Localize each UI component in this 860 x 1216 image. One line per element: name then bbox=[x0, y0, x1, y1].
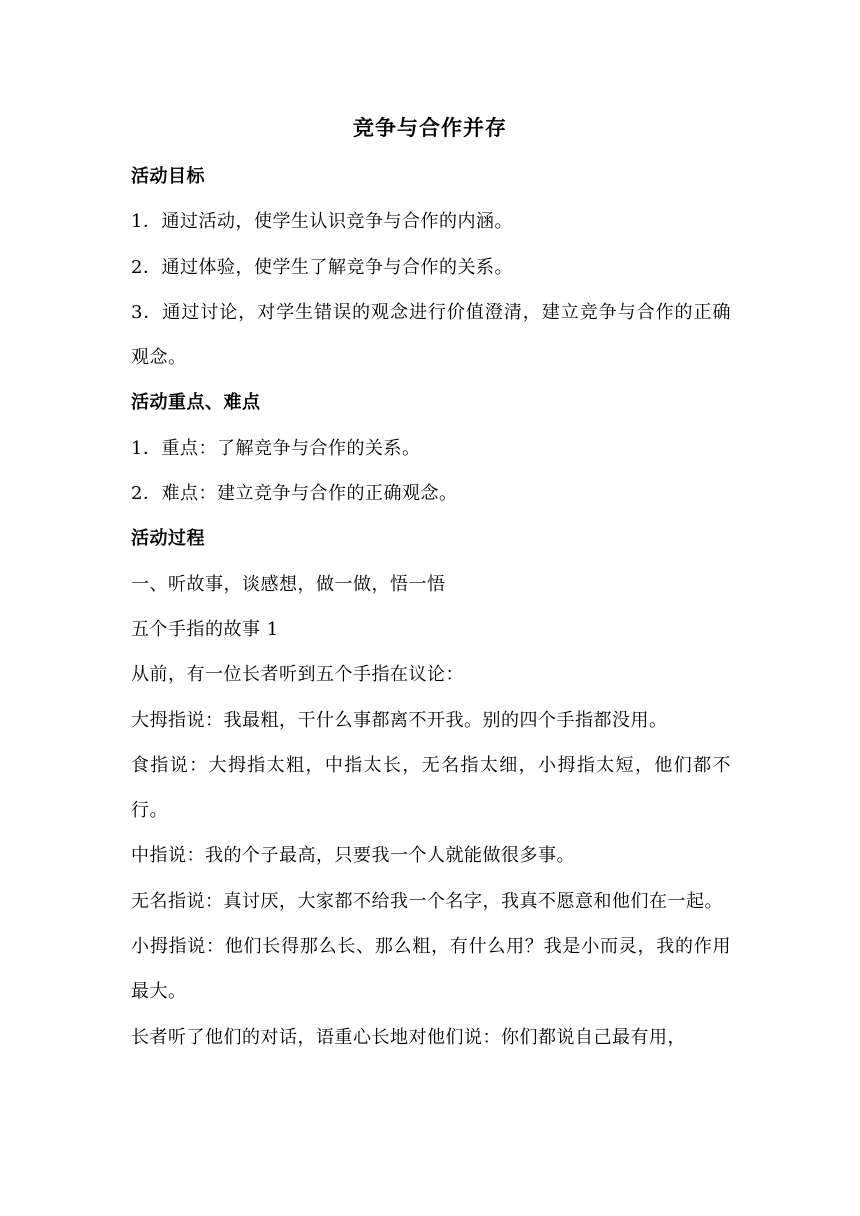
paragraph: 小拇指说：他们长得那么长、那么粗，有什么用？我是小而灵，我的作用最大。 bbox=[131, 936, 731, 1003]
paragraph: 2．难点：建立竞争与合作的正确观念。 bbox=[131, 483, 458, 505]
document-body bbox=[131, 154, 731, 1060]
document-title: 竞争与合作并存 bbox=[353, 115, 507, 140]
paragraph: 大拇指说：我最粗，干什么事都离不开我。别的四个手指都没用。 bbox=[131, 709, 668, 731]
section-heading-goals: 活动目标 bbox=[131, 166, 205, 187]
paragraph: 中指说：我的个子最高，只要我一个人就能做很多事。 bbox=[131, 845, 575, 867]
section-heading-process: 活动过程 bbox=[131, 528, 205, 550]
paragraph: 五个手指的故事 1 bbox=[131, 618, 279, 640]
paragraph: 从前，有一位长者听到五个手指在议论： bbox=[131, 664, 464, 686]
paragraph: 一、听故事，谈感想，做一做，悟一悟 bbox=[131, 573, 446, 595]
paragraph: 1．重点：了解竞争与合作的关系。 bbox=[131, 437, 421, 459]
paragraph: 1．通过活动，使学生认识竞争与合作的内涵。 bbox=[131, 211, 513, 233]
paragraph: 食指说：大拇指太粗，中指太长，无名指太细，小拇指太短，他们都不行。 bbox=[131, 754, 731, 822]
paragraph: 长者听了他们的对话，语重心长地对他们说：你们都说自己最有用， bbox=[131, 1026, 686, 1048]
section-heading-key-points: 活动重点、难点 bbox=[131, 392, 261, 414]
paragraph: 3．通过讨论，对学生错误的观念进行价值澄清，建立竞争与合作的正确观念。 bbox=[131, 301, 731, 369]
paragraph: 无名指说：真讨厌，大家都不给我一个名字，我真不愿意和他们在一起。 bbox=[131, 890, 723, 912]
paragraph: 2．通过体验，使学生了解竞争与合作的关系。 bbox=[131, 256, 513, 278]
